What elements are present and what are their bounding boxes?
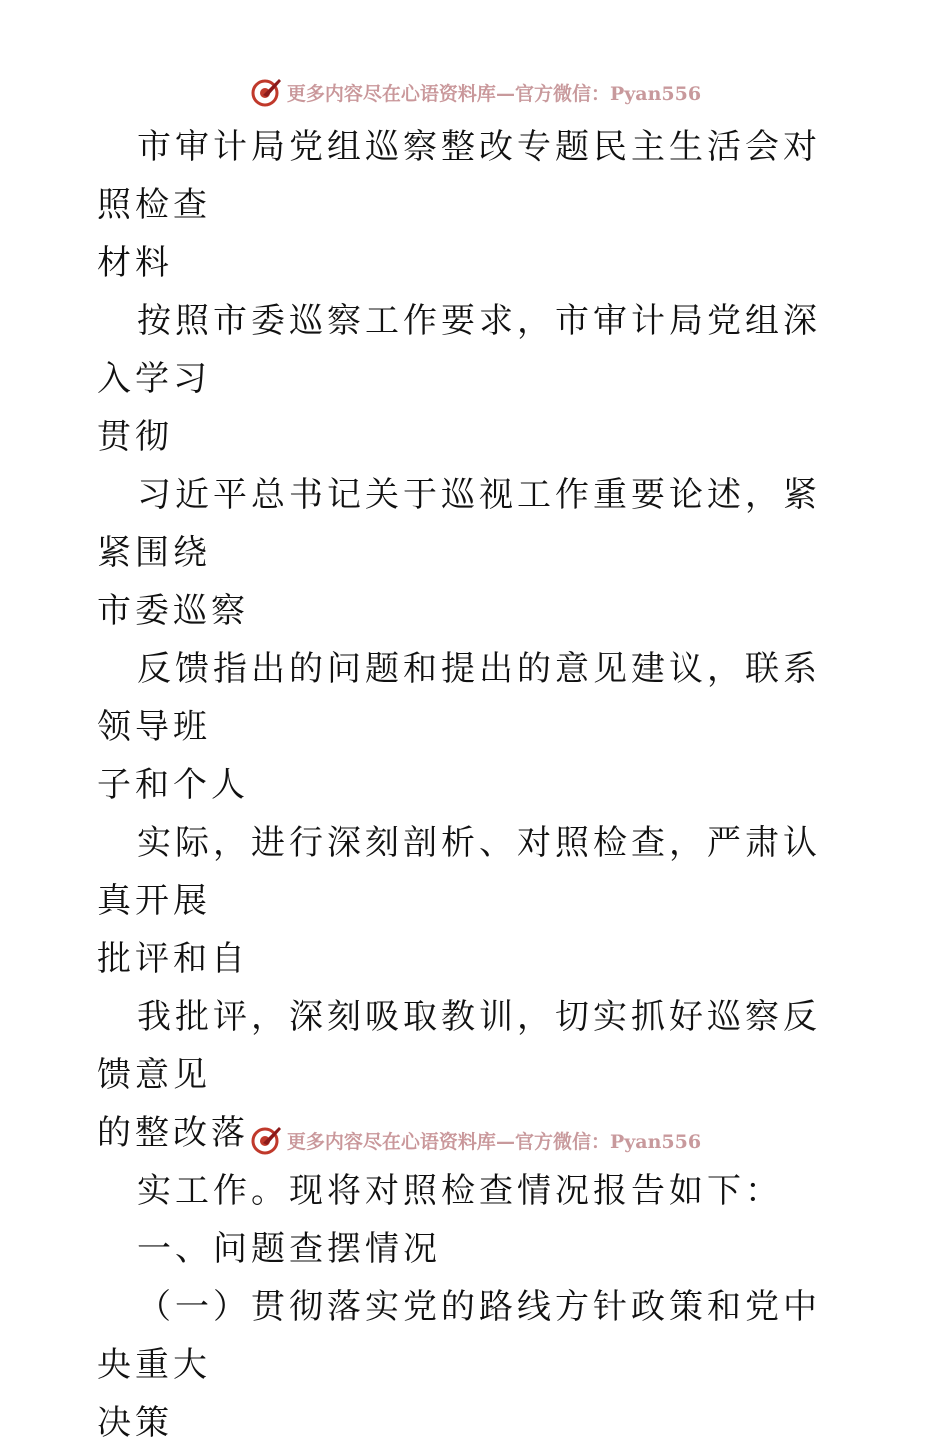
watermark-wechat: 官方微信：Pyan556 [514,82,702,105]
doc-line: 反馈指出的问题和提出的意见建议，联系领导班 [97,649,821,747]
watermark-site: 更多内容尽在心语资料库 [286,82,496,105]
doc-line: 贯彻 [97,417,173,457]
document-body [97,118,857,1452]
watermark-dash: — [495,1130,515,1153]
doc-line: 材料 [97,243,173,283]
watermark-site: 更多内容尽在心语资料库 [286,1130,496,1153]
doc-line: 按照市委巡察工作要求，市审计局党组深入学习 [97,301,821,399]
subsection-heading: （一）贯彻落实党的路线方针政策和党中央重大 [97,1287,821,1385]
doc-line: 习近平总书记关于巡视工作重要论述，紧紧围绕 [97,475,821,573]
doc-line: 批评和自 [97,939,249,979]
doc-line: 子和个人 [97,765,249,805]
watermark-text [287,1127,701,1154]
doc-line: 实际，进行深刻剖析、对照检查，严肃认真开展 [97,823,821,921]
doc-line: 我批评，深刻吸取教训，切实抓好巡察反馈意见 [97,997,821,1095]
doc-line: 市委巡察 [97,591,249,631]
doc-line: 的整改落 [97,1113,249,1153]
quill-logo-icon [249,1123,283,1157]
watermark-dash: — [495,82,515,105]
watermark-wechat: 官方微信：Pyan556 [514,1130,702,1153]
section-heading: 一、问题查摆情况 [137,1229,441,1269]
quill-logo-icon [249,75,283,109]
doc-line: 决策 [97,1403,173,1443]
footer-watermark [0,1120,950,1160]
doc-line: 实工作。现将对照检查情况报告如下： [137,1171,783,1211]
watermark-text [287,79,701,106]
header-watermark [0,72,950,112]
doc-line: 市审计局党组巡察整改专题民主生活会对照检查 [97,127,821,225]
